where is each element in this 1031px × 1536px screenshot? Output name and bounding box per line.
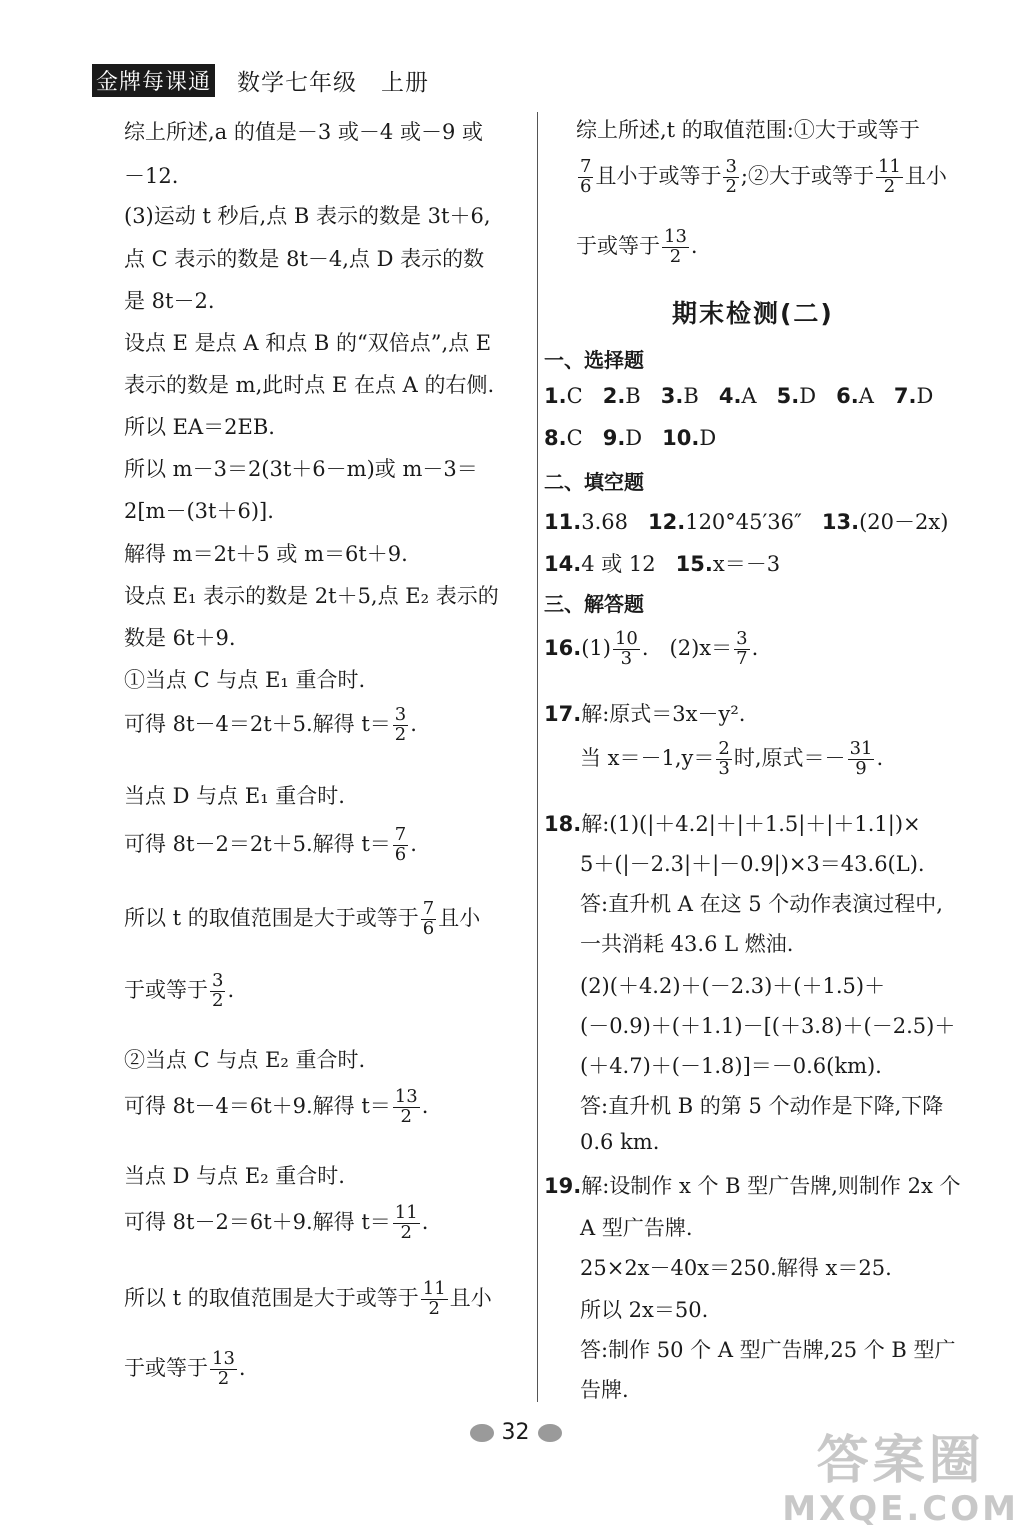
text: 且小于或等于 — [595, 163, 722, 188]
text: . — [751, 635, 759, 660]
text: . — [421, 1209, 429, 1234]
equation-line — [576, 158, 947, 197]
equation-line — [124, 826, 417, 865]
answer: A — [741, 384, 757, 408]
answer-row — [544, 548, 780, 578]
text-line: (3)运动 t 秒后,点 B 表示的数是 3t＋6, — [124, 204, 491, 228]
question-number: 8. — [544, 426, 567, 450]
text-line: －12. — [124, 164, 179, 188]
fraction — [734, 630, 749, 669]
text-line: 答:制作 50 个 A 型广告牌,25 个 B 型广 — [580, 1338, 956, 1362]
equation-line — [124, 900, 480, 939]
text-line: 一共消耗 43.6 L 燃油. — [580, 932, 794, 956]
leaf-icon — [470, 1424, 494, 1442]
text-line: 答:直升机 B 的第 5 个动作是下降,下降 — [580, 1094, 944, 1118]
exam-title: 期末检测(二) — [672, 299, 834, 328]
question-number: 6. — [836, 384, 859, 408]
question-number: 17. — [544, 702, 582, 726]
question-number: 3. — [660, 384, 684, 408]
equation-line — [124, 706, 417, 745]
text: 于或等于 — [124, 1355, 208, 1380]
text-line: ①当点 C 与点 E₁ 重合时. — [124, 668, 366, 692]
denominator: 2 — [428, 1297, 440, 1319]
column-divider — [537, 112, 538, 1402]
text: 解:原式＝3x－y². — [581, 702, 746, 726]
answer: D — [625, 426, 643, 450]
text-line: 2[m－(3t＋6)]. — [124, 499, 274, 523]
denominator: 2 — [212, 989, 224, 1011]
numerator: 11 — [394, 1202, 418, 1223]
text: . — [876, 745, 884, 770]
text: 于或等于 — [576, 233, 660, 258]
text-line: 表示的数是 m,此时点 E 在点 A 的右侧. — [124, 373, 495, 397]
answer: 4 或 12 — [581, 552, 656, 576]
text: ;②大于或等于 — [740, 163, 874, 188]
answer-item — [777, 384, 816, 408]
question-number: 18. — [544, 812, 582, 836]
text-line: 0.6 km. — [580, 1130, 660, 1154]
denominator: 6 — [580, 175, 592, 197]
answer-row — [544, 384, 933, 408]
denominator: 3 — [620, 647, 633, 669]
text-line — [544, 1170, 960, 1200]
denominator: 2 — [400, 1221, 412, 1243]
numerator: 10 — [614, 628, 638, 649]
answer: 120°45′36″ — [685, 510, 802, 534]
question-number: 4. — [718, 384, 742, 408]
equation-line — [544, 630, 758, 669]
equation-line — [124, 1204, 428, 1243]
answer-row — [544, 506, 948, 536]
question-number: 5. — [776, 384, 800, 408]
denominator: 3 — [718, 757, 730, 779]
page-header — [92, 64, 429, 97]
answer-item — [894, 384, 933, 408]
question-number: 7. — [893, 384, 917, 408]
equation-line — [124, 1350, 246, 1389]
answer: C — [566, 384, 583, 408]
numerator: 3 — [736, 628, 748, 649]
equation-line — [124, 1088, 428, 1127]
question-number: 15. — [675, 552, 713, 576]
question-number: 12. — [648, 510, 686, 534]
numerator: 13 — [212, 1348, 235, 1369]
question-number: 16. — [544, 635, 582, 660]
text-line: 点 C 表示的数是 8t－4,点 D 表示的数 — [124, 247, 485, 271]
fraction — [421, 1280, 448, 1319]
text: . (2)x＝ — [641, 635, 733, 660]
answer-item — [603, 426, 642, 450]
text-line: 是 8t－2. — [124, 289, 215, 313]
text: 解:(1)(|＋4.2|＋|＋1.5|＋|＋1.1|)× — [581, 812, 921, 836]
text-line — [544, 808, 921, 838]
text: 且小 — [449, 1285, 492, 1310]
watermark-url: MXQE.COM — [782, 1488, 1019, 1529]
denominator: 2 — [217, 1367, 230, 1389]
brand-label: 金牌每课通 — [92, 64, 215, 97]
text: 于或等于 — [124, 977, 208, 1002]
page-number: 32 — [501, 1420, 530, 1445]
answer-item — [544, 552, 656, 576]
equation-line — [124, 972, 234, 1011]
answer: B — [625, 384, 641, 408]
text: 解:设制作 x 个 B 型广告牌,则制作 2x 个 — [581, 1174, 961, 1198]
numerator: 7 — [394, 824, 407, 845]
text: 当 x＝－1,y＝ — [580, 745, 715, 770]
text-line: 设点 E₁ 表示的数是 2t＋5,点 E₂ 表示的 — [124, 584, 499, 608]
text: 可得 8t－2＝6t＋9.解得 t＝ — [124, 1209, 391, 1234]
numerator: 31 — [849, 738, 873, 759]
text-line: (－0.9)＋(＋1.1)－[(＋3.8)＋(－2.5)＋ — [580, 1014, 956, 1038]
denominator: 2 — [883, 175, 896, 197]
equation-line — [576, 228, 698, 267]
text-line: 答:直升机 A 在这 5 个动作表演过程中, — [580, 892, 943, 916]
text-line: 所以 2x＝50. — [580, 1298, 709, 1322]
numerator: 3 — [394, 704, 407, 725]
equation-line — [580, 740, 883, 779]
fraction — [393, 826, 408, 865]
text-line: 当点 D 与点 E₁ 重合时. — [124, 784, 345, 808]
question-number: 2. — [602, 384, 626, 408]
text: . — [421, 1093, 429, 1118]
answer-item — [544, 384, 583, 408]
text-line: ②当点 C 与点 E₂ 重合时. — [124, 1048, 366, 1072]
denominator: 9 — [855, 757, 867, 779]
text-line: 设点 E 是点 A 和点 B 的“双倍点”,点 E — [124, 331, 492, 355]
watermark-logo: 答案圈 — [816, 1431, 985, 1492]
fraction — [613, 630, 640, 669]
numerator: 3 — [725, 156, 737, 177]
answer-item — [822, 510, 949, 534]
text-line: 所以 EA＝2EB. — [124, 415, 275, 439]
answer-item — [661, 384, 699, 408]
answer: A — [858, 384, 874, 408]
section-heading: 一、选择题 — [544, 348, 644, 372]
fraction — [210, 972, 225, 1011]
question-number: 9. — [602, 426, 626, 450]
fraction — [662, 228, 689, 267]
answer-item — [648, 510, 802, 534]
fraction — [393, 706, 408, 745]
text-line — [544, 698, 745, 728]
answer: D — [699, 426, 717, 450]
question-number: 19. — [544, 1174, 582, 1198]
denominator: 2 — [725, 175, 737, 197]
question-number: 10. — [662, 426, 700, 450]
text-line: 当点 D 与点 E₂ 重合时. — [124, 1164, 345, 1188]
book-title: 数学七年级 上册 — [237, 70, 430, 96]
text-line: 数是 6t＋9. — [124, 626, 236, 650]
answer-item — [662, 426, 716, 450]
leaf-icon — [538, 1424, 562, 1442]
text: 所以 t 的取值范围是大于或等于 — [124, 905, 419, 930]
text-line: (＋4.7)＋(－1.8)]＝－0.6(km). — [580, 1054, 882, 1078]
numerator: 7 — [580, 156, 592, 177]
fraction — [578, 158, 593, 197]
denominator: 7 — [736, 647, 748, 669]
text-line: (2)(＋4.2)＋(－2.3)＋(＋1.5)＋ — [580, 974, 886, 998]
text: . — [410, 711, 417, 736]
answer-item — [676, 552, 780, 576]
denominator: 2 — [669, 245, 682, 267]
text: . — [238, 1355, 246, 1380]
denominator: 6 — [422, 917, 435, 939]
text: (1) — [581, 635, 611, 660]
question-number: 14. — [544, 552, 582, 576]
numerator: 3 — [212, 970, 224, 991]
answer: C — [566, 426, 583, 450]
equation-line — [124, 1280, 492, 1319]
answer-row — [544, 426, 716, 450]
text: 且小 — [438, 905, 481, 930]
fraction — [421, 900, 436, 939]
text: 可得 8t－2＝2t＋5.解得 t＝ — [124, 831, 391, 856]
text-line: 5＋(|－2.3|＋|－0.9|)×3＝43.6(L). — [580, 852, 925, 876]
fraction — [393, 1204, 420, 1243]
fraction — [848, 740, 875, 779]
numerator: 13 — [664, 226, 687, 247]
numerator: 11 — [422, 1278, 446, 1299]
text-line: 解得 m＝2t＋5 或 m＝6t＋9. — [124, 542, 408, 566]
answer: D — [916, 384, 934, 408]
text-line: 综上所述,t 的取值范围:①大于或等于 — [576, 118, 920, 142]
question-number: 1. — [544, 384, 567, 408]
answer-item — [836, 384, 874, 408]
denominator: 6 — [394, 843, 407, 865]
numerator: 11 — [877, 156, 901, 177]
fraction — [716, 740, 731, 779]
text: 且小 — [904, 163, 947, 188]
answer-item — [544, 426, 583, 450]
text-line: 所以 m－3＝2(3t＋6－m)或 m－3＝ — [124, 457, 478, 481]
section-heading: 三、解答题 — [544, 592, 644, 616]
question-number: 13. — [821, 510, 860, 534]
denominator: 2 — [394, 723, 407, 745]
text: . — [690, 233, 698, 258]
text: . — [227, 977, 235, 1002]
fraction — [876, 158, 903, 197]
fraction — [393, 1088, 420, 1127]
numerator: 7 — [422, 898, 435, 919]
answer: x＝－3 — [712, 552, 781, 576]
answer: B — [683, 384, 699, 408]
text: 可得 8t－4＝6t＋9.解得 t＝ — [124, 1093, 391, 1118]
text: 时,原式＝－ — [733, 745, 846, 770]
answer: D — [799, 384, 817, 408]
answer-item — [719, 384, 757, 408]
text: 所以 t 的取值范围是大于或等于 — [124, 1285, 419, 1310]
answer: 3.68 — [581, 510, 628, 534]
watermark — [782, 1433, 1019, 1528]
question-number: 11. — [544, 510, 582, 534]
fraction — [210, 1350, 237, 1389]
text: . — [410, 831, 417, 856]
numerator: 2 — [718, 738, 730, 759]
answer: (20－2x) — [859, 510, 949, 534]
numerator: 13 — [394, 1086, 418, 1107]
answer-item — [544, 510, 628, 534]
fraction — [723, 158, 738, 197]
denominator: 2 — [400, 1105, 412, 1127]
section-heading: 二、填空题 — [544, 470, 644, 494]
text-line: 25×2x－40x＝250.解得 x＝25. — [580, 1256, 892, 1280]
answer-item — [603, 384, 641, 408]
text-line: 综上所述,a 的值是－3 或－4 或－9 或 — [124, 120, 483, 144]
text-line: A 型广告牌. — [580, 1216, 693, 1240]
text: 可得 8t－4＝2t＋5.解得 t＝ — [124, 711, 391, 736]
text-line: 告牌. — [580, 1378, 629, 1402]
